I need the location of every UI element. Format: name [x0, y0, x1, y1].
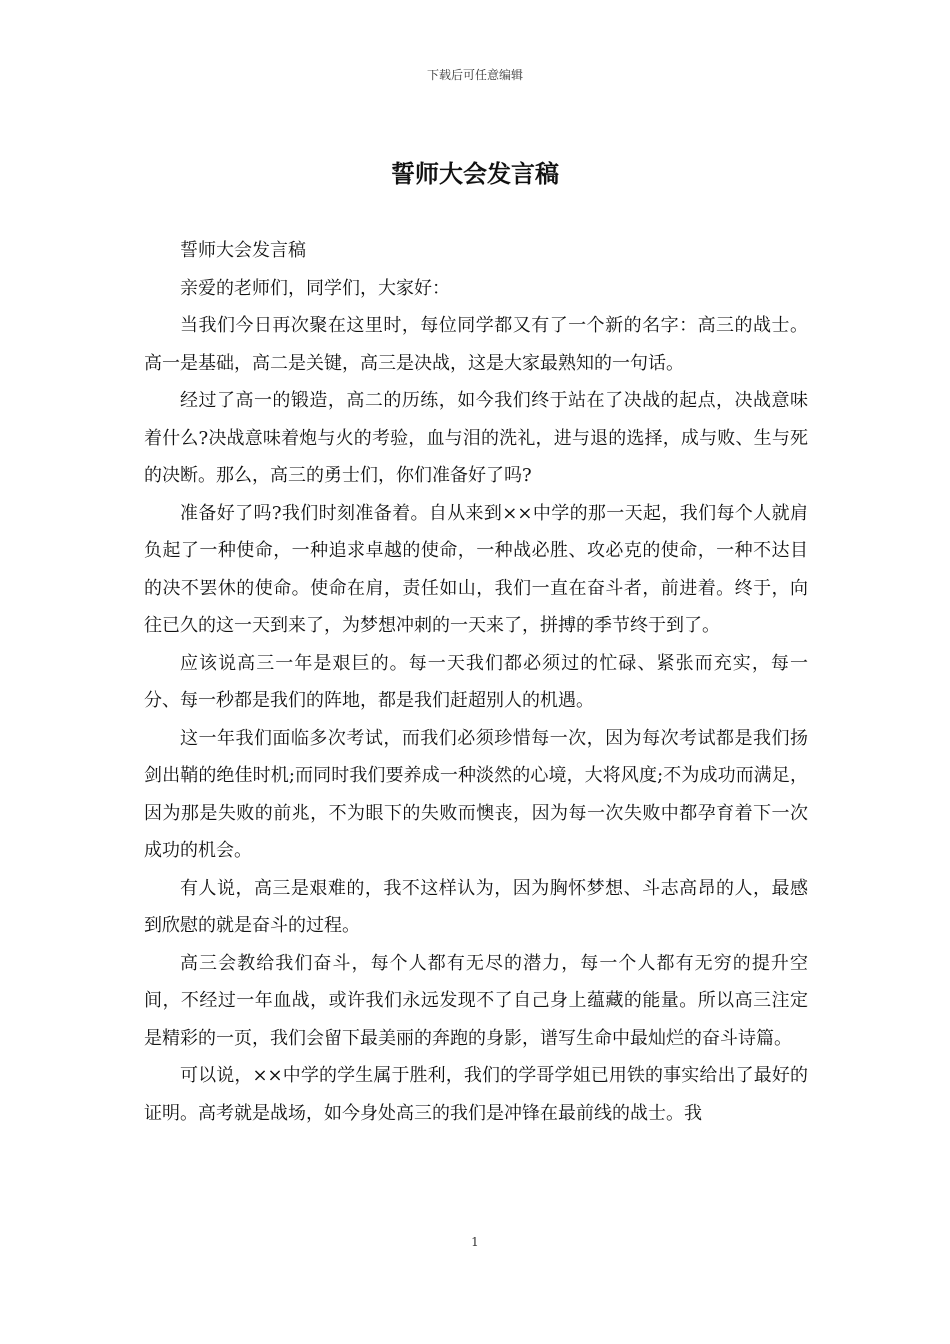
- paragraph: 准备好了吗?我们时刻准备着。自从来到××中学的那一天起，我们每个人就肩负起了一种使命，一种追求卓越的使命，一种战必胜、攻必克的使命，一种不达目的决不罢休的使命。使命在肩，责任如山，我们一直在奋斗者，前进着。终于，向往已久的这一天到来了，为梦想冲刺的一天来了，拼搏的季节终于到了。: [144, 502, 808, 636]
- page-number: 1: [471, 1235, 479, 1249]
- paragraph: 可以说，××中学的学生属于胜利，我们的学哥学姐已用铁的事实给出了最好的证明。高考就是战场，如今身处高三的我们是冲锋在最前线的战士。我: [144, 1065, 808, 1124]
- paragraph: 有人说，高三是艰难的，我不这样认为，因为胸怀梦想、斗志高昂的人，最感到欣慰的就是奋斗的过程。: [144, 877, 808, 936]
- paragraph: 这一年我们面临多次考试，而我们必须珍惜每一次，因为每次考试都是我们扬剑出鞘的绝佳时机;而同时我们要养成一种淡然的心境，大将风度;不为成功而满足，因为那是失败的前兆，不为眼下的失败而懊丧，因为每一次失败中都孕育着下一次成功的机会。: [144, 727, 808, 861]
- paragraph: 亲爱的老师们，同学们，大家好：: [180, 277, 450, 299]
- header-note: 下载后可任意编辑: [426, 68, 523, 82]
- document-title: 誓师大会发言稿: [391, 159, 559, 188]
- paragraph: 高三会教给我们奋斗，每个人都有无尽的潜力，每一个人都有无穷的提升空间，不经过一年血战，或许我们永远发现不了自己身上蕴藏的能量。所以高三注定是精彩的一页，我们会留下最美丽的奔跑的身影，谱写生命中最灿烂的奋斗诗篇。: [144, 952, 808, 1049]
- paragraph: 誓师大会发言稿: [180, 240, 306, 261]
- paragraph: 当我们今日再次聚在这里时，每位同学都又有了一个新的名字：高三的战士。高一是基础，高二是关键，高三是决战，这是大家最熟知的一句话。: [144, 315, 808, 374]
- paragraph: 应该说高三一年是艰巨的。每一天我们都必须过的忙碌、紧张而充实，每一分、每一秒都是我们的阵地，都是我们赶超别人的机遇。: [144, 652, 808, 711]
- paragraph: 经过了高一的锻造，高二的历练，如今我们终于站在了决战的起点，决战意味着什么?决战意味着炮与火的考验，血与泪的洗礼，进与退的选择，成与败、生与死的决断。那么，高三的勇士们，你们准备好了吗?: [144, 390, 808, 486]
- document-body: [144, 232, 808, 1132]
